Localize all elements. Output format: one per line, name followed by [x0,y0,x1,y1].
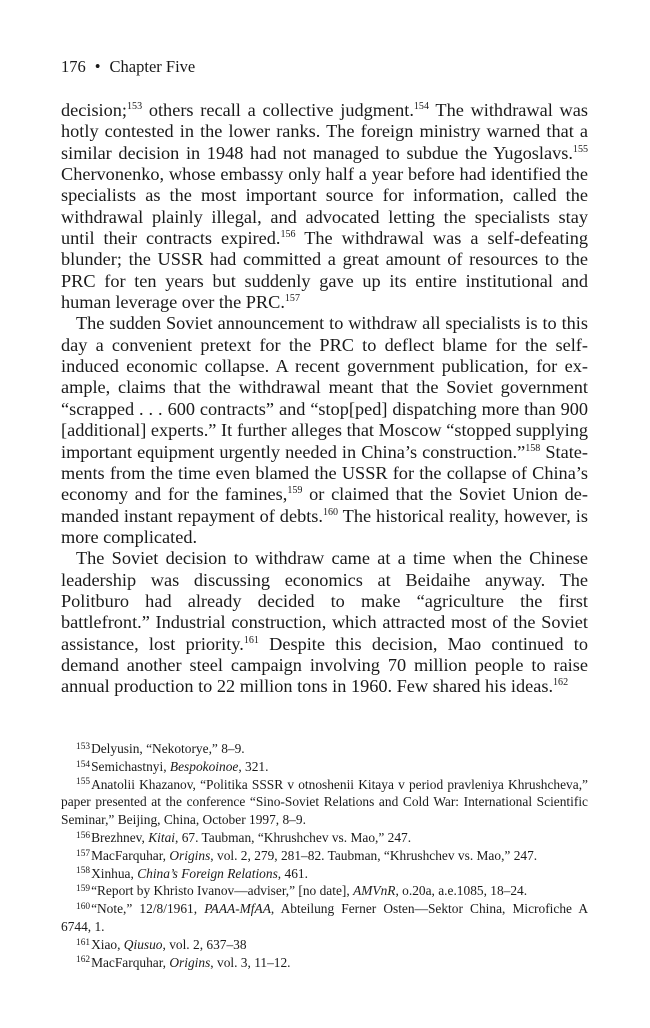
footnote [61,865,588,883]
text-run: decision; [61,100,128,120]
text-run: , o.20a, a.e.1085, 18–24. [395,883,528,899]
footnote-ref: 161 [243,634,259,646]
italic-text: China’s Foreign Relations [137,865,278,881]
footnote-number: 161 [76,937,91,948]
footnote-ref: 160 [322,506,339,518]
text-run: The withdrawal was a self-defeating blunder; the USSR had committed a great amount of resources to the PRC for ten years but suddenly gave up its entire institutional and human leverage over the PRC. [61,228,588,313]
footnote-ref: 157 [284,293,300,305]
footnote [61,847,588,865]
text-run: The withdrawal was hotly contested in the lower ranks. The foreign ministry warned that a similar decision in 1948 had not managed to subdue the Yugoslavs. [61,100,588,163]
text-run: Statements from the time even blamed the USSR for the collapse of China’s economy and for the famines, [61,441,589,505]
text-run: , vol. 2, 637–38 [162,936,247,952]
footnote-number: 158 [76,866,91,877]
body-text [61,100,588,698]
footnote [61,882,588,900]
footnote-number: 159 [76,884,91,895]
italic-text: AMVnR [353,883,396,899]
text-run: The historical reality, however, is more complicated. [61,505,588,547]
text-run: Xiao, [91,936,124,952]
footnote-number: 156 [76,830,91,841]
footnote [61,776,588,829]
text-run: , vol. 2, 279, 281–82. Taubman, “Khrushchev vs. Mao,” 247. [210,847,538,863]
italic-text: Origins [169,954,211,970]
text-run: Semichastnyi, [91,758,170,774]
text-run: Chervonenko, whose embassy only half a year before had identified the specialists as the most important source for information, called the withdrawal plainly illegal, and advocated letting the specialists stay until their contracts expired. [61,164,588,249]
text-run: MacFarquhar, [91,847,170,863]
text-run: Xinhua, [91,865,138,881]
text-run: or claimed that the Soviet Union demanded instant repayment of debts. [61,484,588,526]
paragraph [61,548,588,697]
text-run: , 321. [238,758,269,774]
italic-text: Qiusuo [123,936,163,952]
footnote [61,954,588,972]
text-run: , 461. [277,865,308,881]
text-run: The Soviet decision to withdraw came at a time when the Chinese leadership was discussing economics at Beidaihe anyway. The Politburo had already decided to make “agriculture the first battlefront.” Industrial construction, which attracted most of the Soviet assistance, lost priority. [61,548,588,654]
text-run: “Note,” 12/8/1961, [91,901,205,917]
italic-text: Origins [169,847,211,863]
text-run: , vol. 3, 11–12. [210,954,291,970]
footnote [61,936,588,954]
footnote-ref: 158 [525,442,541,454]
footnote-number: 153 [76,741,91,752]
text-run: The sudden Soviet announcement to withdraw all specialists is to this day a convenient pretext for the PRC to deflect blame for the self-induced economic collapse. A recent government publication, for example, claims that the withdrawal meant that the Soviet government “scrapped . . . 600 contracts” and “stop[ped] dispatching more than 900 [additional] experts.” It further alleges that Moscow “stopped supplying important equipment urgently needed in China’s construction.” [61,313,588,462]
text-run: “Report by Khristo Ivanov—adviser,” [no date], [91,883,354,899]
text-run: MacFarquhar, [91,954,170,970]
footnote-ref: 155 [572,143,588,155]
footnotes [61,740,588,971]
italic-text: PAAA-MfAA [204,901,271,917]
italic-text: Bespokoinoe [169,758,239,774]
paragraph [61,100,588,313]
paragraph [61,313,588,548]
footnote [61,829,588,847]
footnote-number: 154 [76,759,91,770]
italic-text: Kitai [148,829,175,845]
text-run: , Abteilung Ferner Osten—Sektor China, Microfiche A 6744, 1. [61,901,588,934]
footnote [61,758,588,776]
footnote-ref: 154 [413,100,429,112]
footnote [61,740,588,758]
text-run: Despite this decision, Mao continued to demand another steel campaign involving 70 million people to raise annual production to 22 million tons in 1960. Few shared his ideas. [61,633,588,697]
text-run: Brezhnev, [91,829,149,845]
text-run: , 67. Taubman, “Khrushchev vs. Mao,” 247. [175,829,412,845]
footnote-ref: 162 [553,677,569,689]
header-bullet: • [94,57,101,76]
footnote-number: 157 [76,848,91,859]
footnote [61,900,588,936]
chapter-title: Chapter Five [109,57,196,76]
footnote-number: 162 [76,955,91,966]
page-number: 176 [61,57,86,76]
text-run: Delyusin, “Nekotorye,” 8–9. [91,741,245,756]
footnote-ref: 156 [280,229,296,241]
running-header [61,57,195,77]
footnote-ref: 153 [127,100,143,112]
footnote-number: 155 [76,777,91,788]
text-run: Anatolii Khazanov, “Politika SSSR v otnoshenii Kitaya v period pravleniya Khrushcheva,” paper presented at the conference “Sino-Soviet Relations and Cold War: International Scientific Seminar,” Beijing, China, October 1997, 8–9. [61,776,588,828]
footnote-ref: 159 [287,485,303,497]
footnote-number: 160 [76,901,91,912]
text-run: others recall a collective judgment. [142,100,414,120]
